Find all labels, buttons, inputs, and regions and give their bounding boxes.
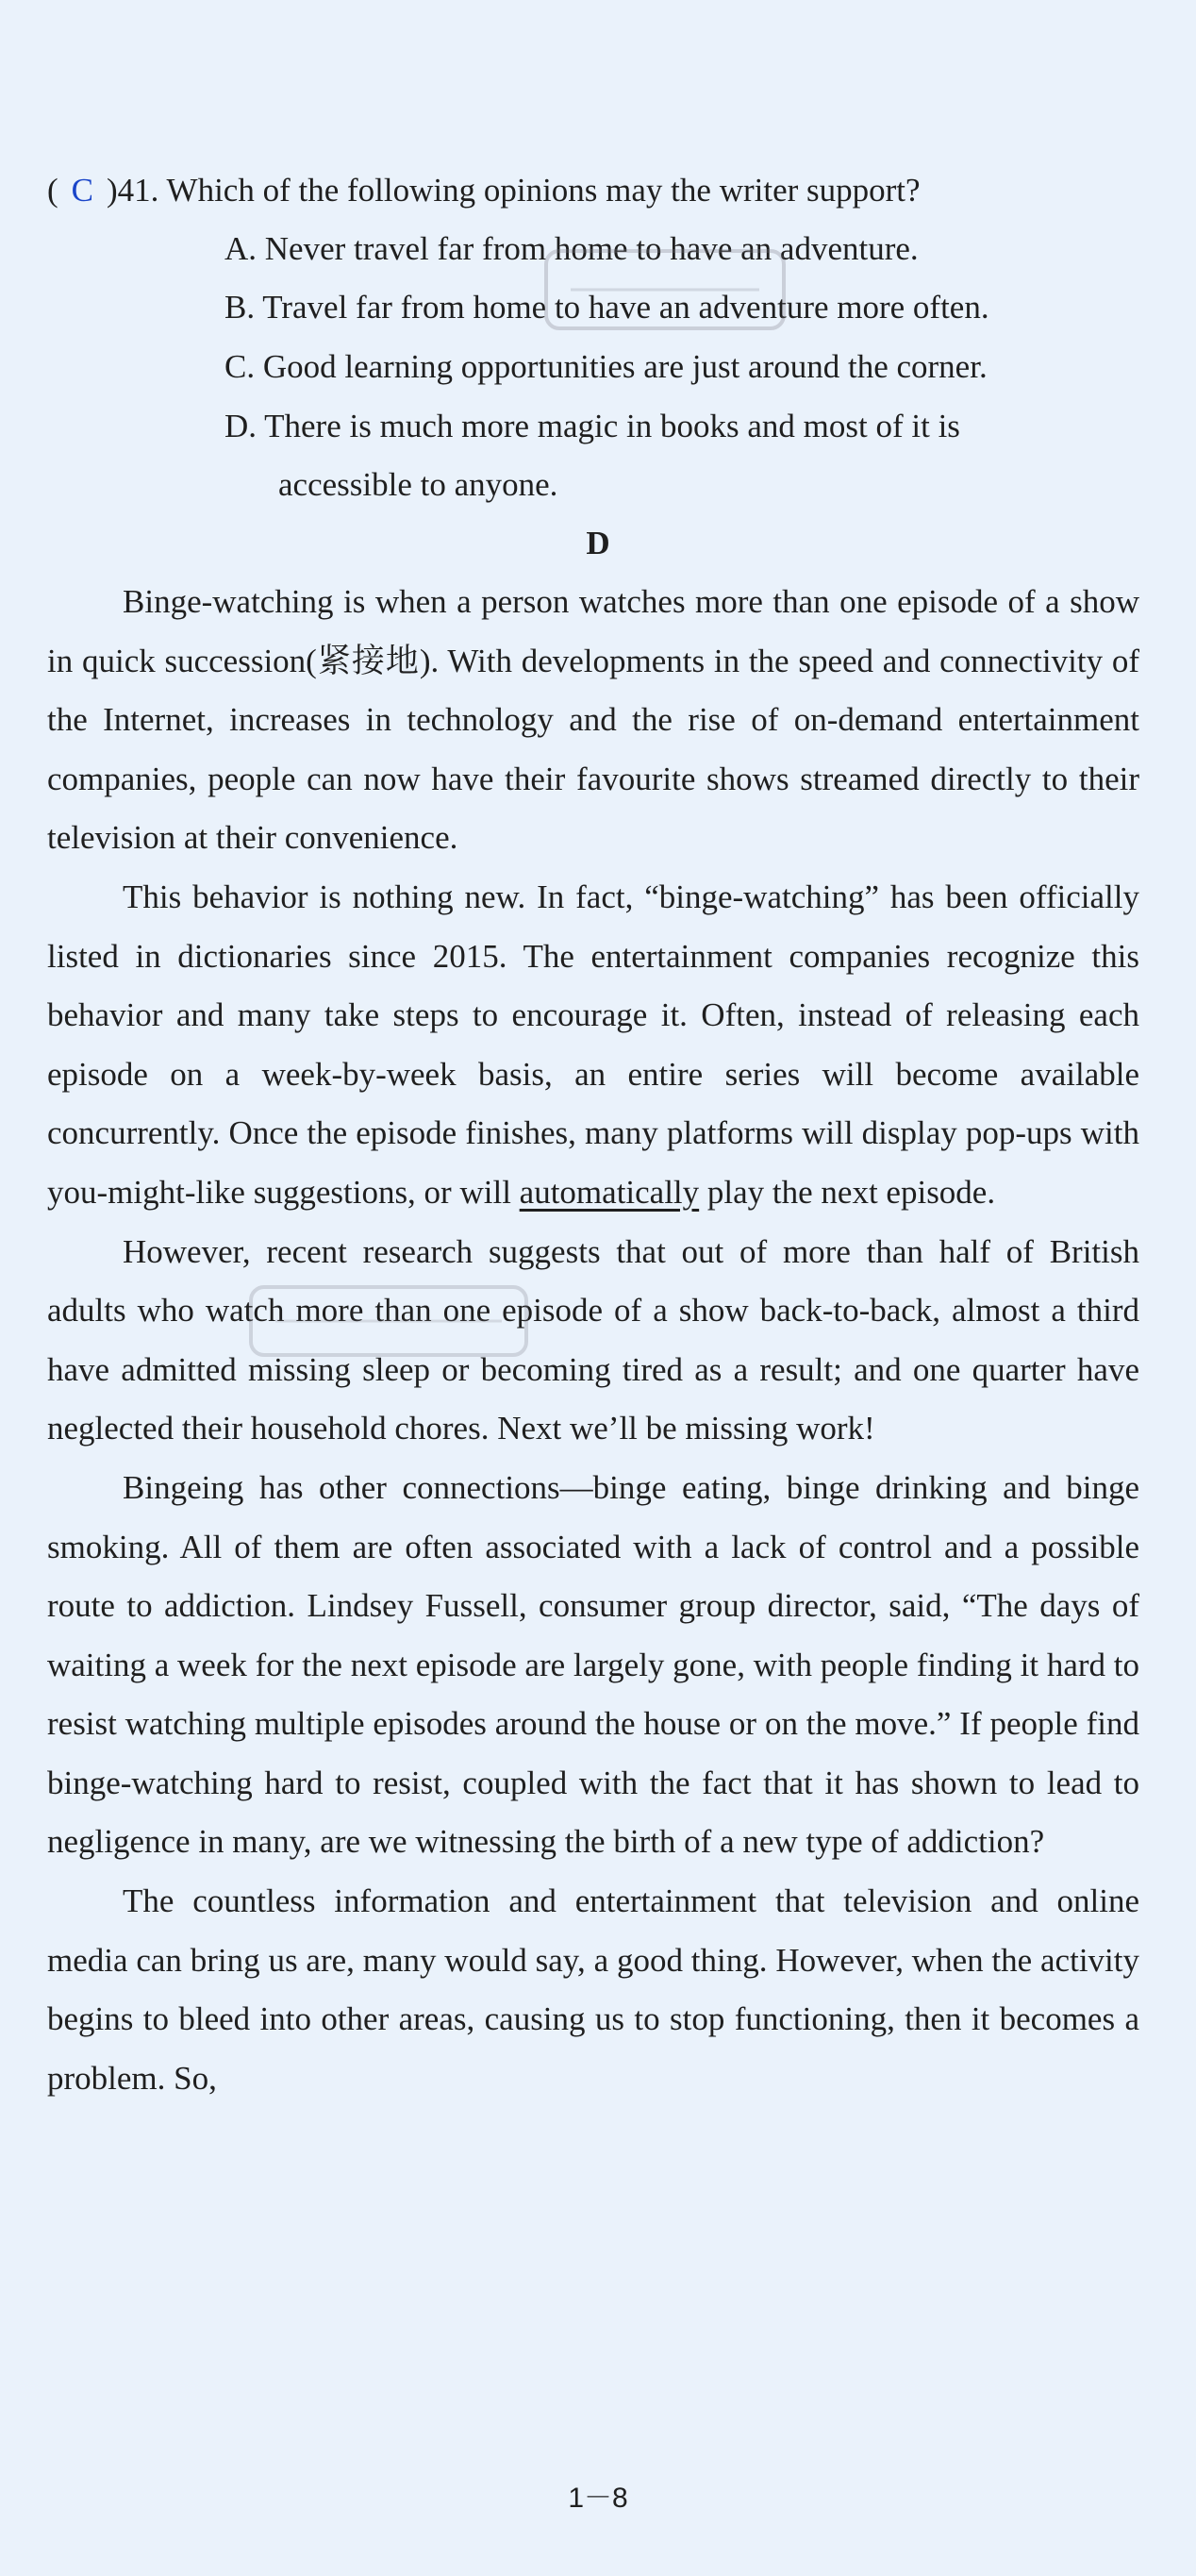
- answer-paren-open: (: [47, 172, 58, 209]
- option-a: A. Never travel far from home to have an adventure.: [224, 230, 919, 267]
- paragraph-2: [47, 868, 1139, 1223]
- option-d-continued: accessible to anyone.: [278, 466, 558, 503]
- paragraph-5: The countless information and entertainment that television and online media can bring us are, many would say, a good thing. However, when the activity begins to bleed into other areas, causing us to stop functioning, then it becomes a problem. So,: [47, 1882, 1139, 2097]
- question-41-stem: [47, 161, 921, 220]
- answer-letter: C: [71, 172, 94, 209]
- passage: [47, 573, 1139, 2108]
- page-number: 1－8: [568, 2483, 628, 2514]
- question-number: 41.: [117, 172, 159, 209]
- paragraph-1: Binge-watching is when a person watches more than one episode of a show in quick succession(紧接地). With developments in the speed and connectivity of the Internet, increases in technology and the rise of on-demand entertainment companies, people can now have their favourite shows streamed directly to their television at their convenience.: [47, 583, 1139, 857]
- option-d: D. There is much more magic in books and most of it is: [224, 408, 960, 444]
- section-heading: D: [586, 525, 610, 561]
- option-c: C. Good learning opportunities are just around the corner.: [224, 348, 988, 385]
- option-b: B. Travel far from home to have an adventure more often.: [224, 289, 989, 326]
- paragraph-2-text: This behavior is nothing new. In fact, “binge-watching” has been officially listed in dictionaries since 2015. The entertainment companies recognize this behavior and many take steps to encourage it. Often, instead of releasing each episode on a week-by-week basis, an entire series will become available concurrently. Once the episode finishes, many platforms will display pop-ups with you-might-like suggestions, or will: [47, 878, 1139, 1211]
- paragraph-2-end: play the next episode.: [706, 1173, 996, 1211]
- underlined-word: automatically: [519, 1173, 700, 1211]
- answer-paren-close: ): [107, 172, 118, 209]
- paragraph-4: Bingeing has other connections—binge eating, binge drinking and binge smoking. All of them are often associated with a lack of control and a possible route to addiction. Lindsey Fussell, consumer group director, said, “The days of waiting a week for the next episode are largely gone, with people finding it hard to resist watching multiple episodes around the house or on the move.” If people find binge-watching hard to resist, coupled with the fact that it has shown to lead to negligence in many, are we witnessing the birth of a new type of addiction?: [47, 1468, 1139, 1861]
- paragraph-3: However, recent research suggests that out of more than half of British adults who watch more than one episode of a show back-to-back, almost a third have admitted missing sleep or becoming tired as a result; and one quarter have neglected their household chores. Next we’ll be missing work!: [47, 1232, 1139, 1447]
- question-text: Which of the following opinions may the writer support?: [166, 172, 921, 209]
